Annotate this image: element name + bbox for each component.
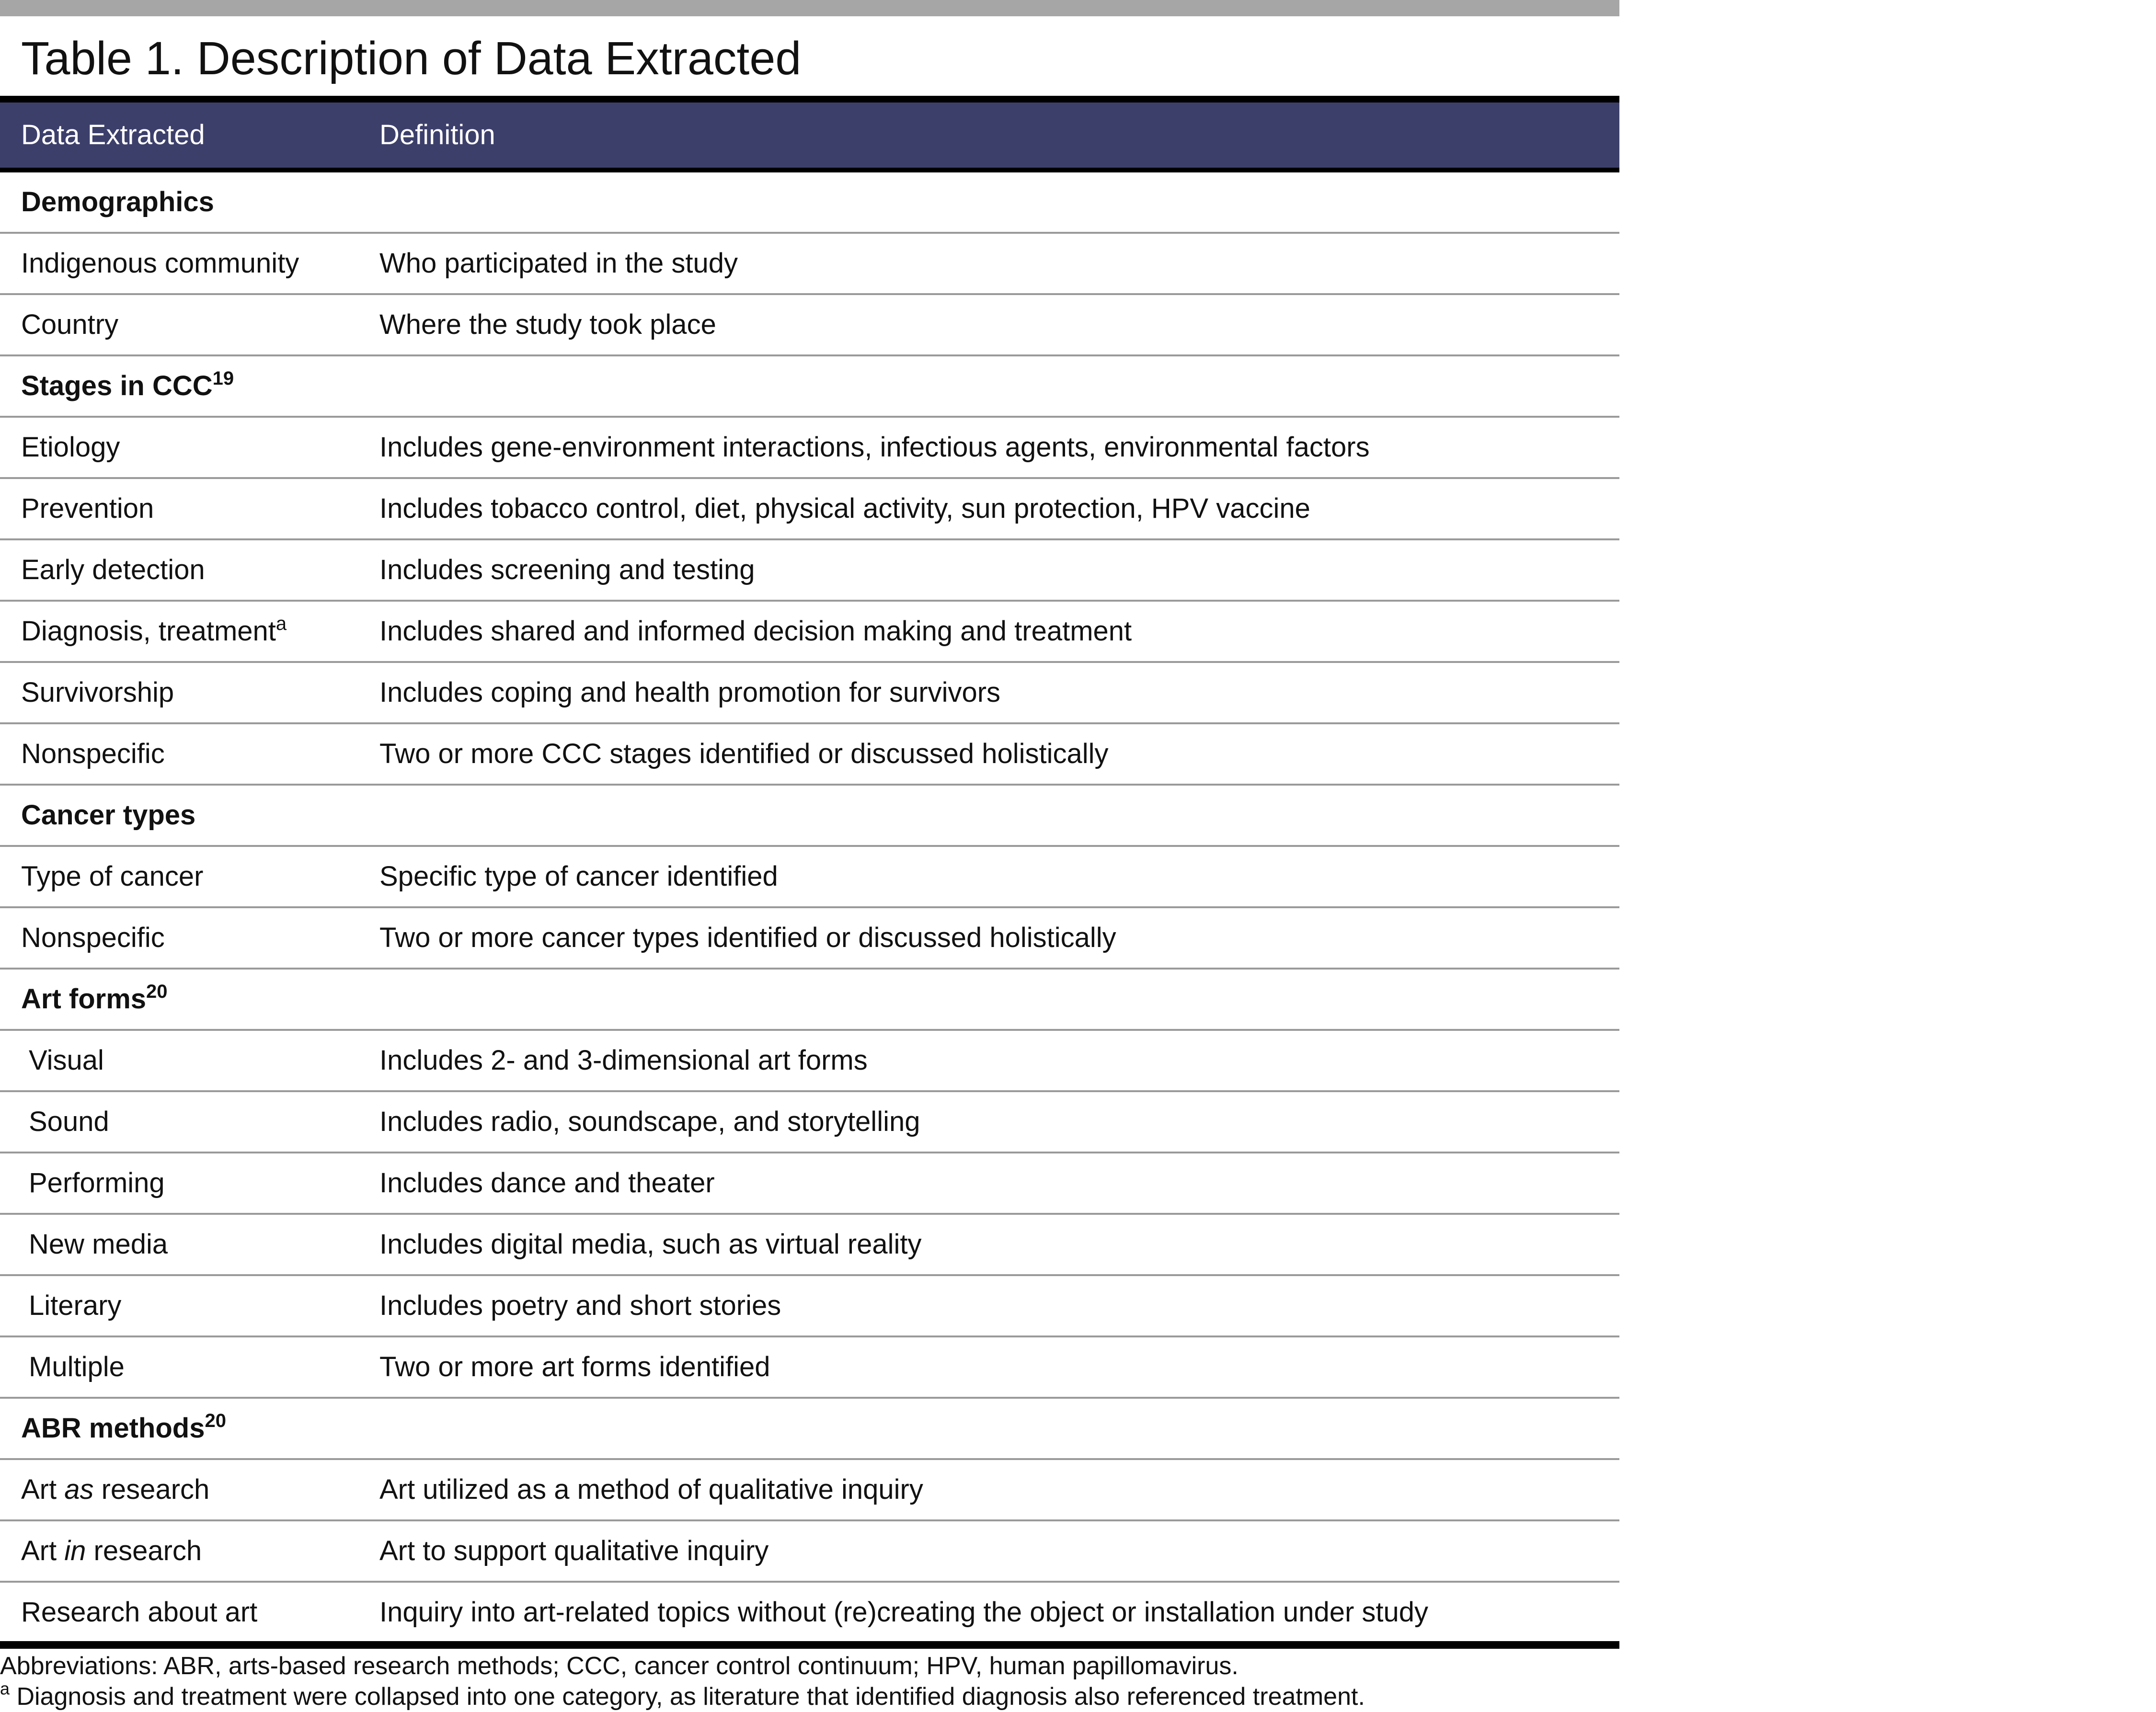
section-row-stages: [0, 356, 1619, 418]
section-row-demographics: [0, 172, 1619, 234]
row-term: Art in research: [21, 1535, 202, 1566]
row-definition: Includes screening and testing: [379, 554, 755, 585]
row-definition: Specific type of cancer identified: [379, 861, 778, 892]
table-row: [0, 1521, 1619, 1583]
row-definition: Includes dance and theater: [379, 1167, 715, 1198]
top-rule: [0, 96, 1619, 103]
section-row-cancer-types: [0, 786, 1619, 847]
row-term: Type of cancer: [21, 861, 204, 892]
table-row: [0, 1337, 1619, 1399]
row-term: New media: [29, 1229, 168, 1260]
table-row: [0, 908, 1619, 970]
row-term: Diagnosis, treatment$^a$: [21, 613, 287, 647]
table-row: [0, 418, 1619, 479]
table-row: [0, 1583, 1619, 1644]
row-definition: Includes poetry and short stories: [379, 1290, 781, 1321]
row-definition: Includes tobacco control, diet, physical activity, sun protection, HPV vaccine: [379, 493, 1310, 524]
table-row: [0, 1460, 1619, 1521]
row-term: Multiple: [29, 1351, 125, 1382]
row-term: Early detection: [21, 554, 205, 585]
reference-superscript: 20: [146, 981, 168, 1002]
row-definition: Two or more art forms identified: [379, 1351, 770, 1382]
row-term: Visual: [29, 1045, 104, 1076]
table-row: [0, 1092, 1619, 1153]
row-term: Etiology: [21, 432, 120, 463]
row-term: Sound: [29, 1106, 109, 1137]
row-term: Prevention: [21, 493, 154, 524]
table-row: [0, 1031, 1619, 1092]
row-definition: Includes digital media, such as virtual reality: [379, 1229, 922, 1260]
table-footnotes: [0, 1651, 1619, 1712]
table-row: [0, 602, 1619, 663]
row-term: Research about art: [21, 1597, 258, 1628]
footnote-marker: a: [275, 613, 287, 634]
section-row-art-forms: [0, 970, 1619, 1031]
header-definition: Definition: [379, 119, 495, 150]
section-row-abr-methods: [0, 1399, 1619, 1460]
header-data-extracted: Data Extracted: [21, 119, 205, 150]
section-label: Demographics: [21, 186, 214, 217]
footnote-a: $^a$ Diagnosis and treatment were collapsed into one category, as literature that identified diagnosis also referenced treatment.: [0, 1678, 1365, 1711]
row-definition: Includes shared and informed decision making and treatment: [379, 616, 1132, 647]
row-definition: Art to support qualitative inquiry: [379, 1535, 769, 1566]
abbreviations-note: Abbreviations: ABR, arts-based research methods; CCC, cancer control continuum; HPV, human papillomavirus.: [0, 1652, 1239, 1680]
row-definition: Includes coping and health promotion for survivors: [379, 677, 1001, 708]
row-definition: Includes 2- and 3-dimensional art forms: [379, 1045, 868, 1076]
row-term: Survivorship: [21, 677, 174, 708]
reference-superscript: 19: [212, 368, 234, 389]
row-definition: Includes radio, soundscape, and storytelling: [379, 1106, 920, 1137]
table-body: [0, 172, 1619, 1644]
row-term: Art as research: [21, 1474, 210, 1505]
table-row: [0, 847, 1619, 908]
row-definition: Inquiry into art-related topics without (re)creating the object or installation under study: [379, 1597, 1429, 1628]
footnote-marker: a: [0, 1678, 10, 1699]
row-definition: Who participated in the study: [379, 248, 738, 279]
row-definition: Two or more cancer types identified or discussed holistically: [379, 922, 1116, 953]
table-row: [0, 540, 1619, 602]
table-number: Table 1.: [21, 32, 184, 84]
row-term: Indigenous community: [21, 248, 299, 279]
table-row: [0, 1215, 1619, 1276]
section-label: Stages in CCC$^{19}$: [21, 368, 234, 401]
section-label: Art forms$^{20}$: [21, 981, 168, 1015]
row-definition: Where the study took place: [379, 309, 716, 340]
header-rule: [0, 168, 1619, 172]
bottom-rule: [0, 1641, 1619, 1649]
row-term: Performing: [29, 1167, 165, 1198]
row-term: Nonspecific: [21, 922, 165, 953]
row-definition: Two or more CCC stages identified or discussed holistically: [379, 738, 1109, 769]
reference-superscript: 20: [205, 1410, 226, 1431]
section-label: ABR methods$^{20}$: [21, 1410, 226, 1444]
table-row: [0, 234, 1619, 295]
row-definition: Includes gene-environment interactions, infectious agents, environmental factors: [379, 432, 1370, 463]
table-row: [0, 724, 1619, 786]
table-row: [0, 479, 1619, 540]
section-label: Cancer types: [21, 799, 196, 831]
table-row: [0, 295, 1619, 356]
row-term: Literary: [29, 1290, 122, 1321]
table-header: [0, 103, 1619, 168]
table-row: [0, 663, 1619, 724]
row-term: Country: [21, 309, 119, 340]
table-row: [0, 1153, 1619, 1215]
table-caption: Description of Data Extracted: [196, 32, 802, 84]
row-definition: Art utilized as a method of qualitative inquiry: [379, 1474, 923, 1505]
table-title: [21, 30, 801, 87]
top-gray-bar: [0, 0, 1619, 16]
table-row: [0, 1276, 1619, 1337]
row-term: Nonspecific: [21, 738, 165, 769]
